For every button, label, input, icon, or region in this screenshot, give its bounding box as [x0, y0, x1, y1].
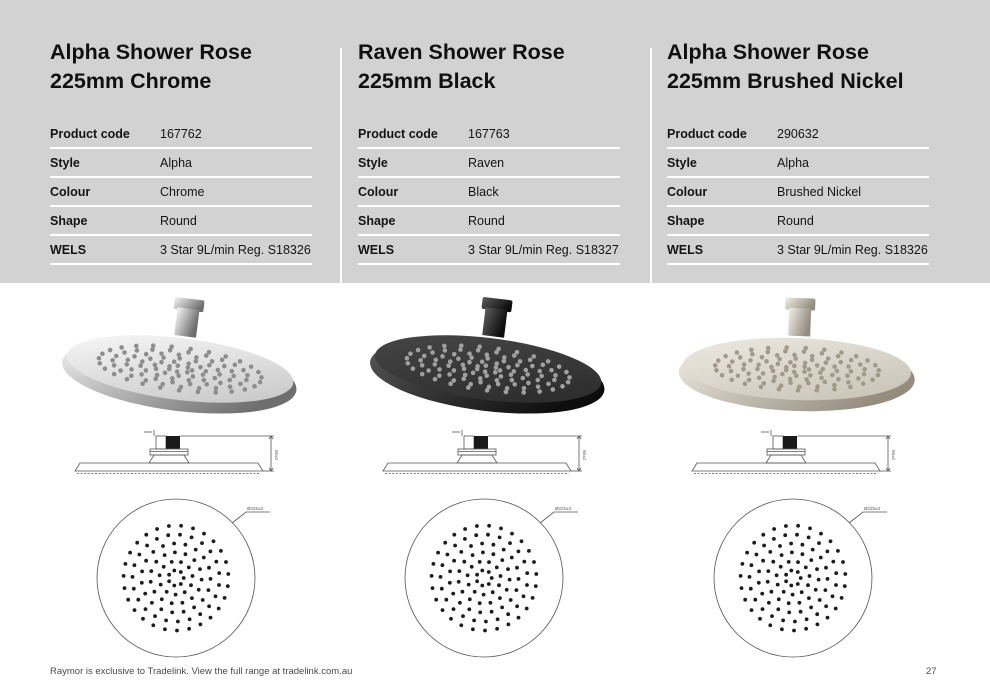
column-divider — [650, 48, 652, 283]
nozzle-dots — [739, 524, 848, 633]
spec-value: Chrome — [160, 184, 205, 199]
spec-value: 3 Star 9L/min Reg. S18326 — [160, 242, 311, 257]
product-title — [50, 0, 312, 95]
product-title — [358, 0, 620, 95]
spec-label: Product code — [50, 126, 130, 141]
spec-row — [50, 178, 312, 207]
spec-value: Alpha — [160, 155, 192, 170]
spec-table — [358, 120, 620, 265]
side-view-drawing — [66, 428, 296, 490]
spec-row — [50, 149, 312, 178]
spec-value: 290632 — [777, 126, 819, 141]
spec-value: 3 Star 9L/min Reg. S18327 — [468, 242, 619, 257]
page-number: 27 — [926, 666, 937, 677]
spec-row — [50, 236, 312, 265]
spec-label: Product code — [667, 126, 747, 141]
spec-value: 167762 — [160, 126, 202, 141]
spec-label: Style — [50, 155, 80, 170]
spec-label: Colour — [358, 184, 399, 199]
side-view-drawing — [374, 428, 604, 490]
spec-row — [667, 236, 929, 265]
shower-head-graphic — [366, 286, 614, 425]
spec-value: Alpha — [777, 155, 809, 170]
column-divider — [340, 48, 342, 283]
spec-value: Brushed Nickel — [777, 184, 862, 199]
product-title — [667, 0, 929, 95]
spec-label: WELS — [358, 242, 395, 257]
spec-label: WELS — [50, 242, 87, 257]
spec-row — [358, 120, 620, 149]
bottom-view-drawing — [394, 492, 584, 662]
spec-table — [667, 120, 929, 265]
bottom-view-drawing — [703, 492, 893, 662]
product-photo — [657, 286, 937, 428]
spec-row — [358, 149, 620, 178]
product-title-line2: 225mm Brushed Nickel — [667, 68, 904, 93]
height-dimension-label: 65±2 — [891, 450, 896, 460]
spec-row — [667, 149, 929, 178]
spec-row — [667, 178, 929, 207]
spec-table — [50, 120, 312, 265]
product-title-line2: 225mm Chrome — [50, 68, 212, 93]
footer-text: Raymor is exclusive to Tradelink. View the full range at tradelink.com.au — [50, 666, 353, 677]
spec-row — [50, 120, 312, 149]
product-title-line1: Alpha Shower Rose — [50, 40, 252, 64]
diameter-dimension-label: Ø225±3 — [555, 506, 571, 511]
spec-label: Shape — [50, 213, 88, 228]
spec-row — [667, 207, 929, 236]
product-title-line1: Alpha Shower Rose — [667, 40, 869, 64]
product-column-chrome — [50, 0, 312, 662]
spec-label: Style — [358, 155, 388, 170]
spec-value: Round — [777, 213, 814, 228]
product-photo — [40, 286, 320, 428]
diameter-dimension-label: Ø225±3 — [864, 506, 880, 511]
bottom-view-drawing — [86, 492, 276, 662]
spec-label: WELS — [667, 242, 704, 257]
spec-label: Product code — [358, 126, 438, 141]
shower-head-graphic — [58, 286, 306, 425]
spec-label: Colour — [667, 184, 708, 199]
spec-row — [358, 178, 620, 207]
spec-value: Raven — [468, 155, 505, 170]
height-dimension-label: 65±2 — [274, 450, 279, 460]
product-column-black — [358, 0, 620, 662]
shower-head-graphic — [678, 294, 918, 415]
diameter-dimension-label: Ø225±3 — [247, 506, 263, 511]
product-title-line2: 225mm Black — [358, 68, 496, 93]
spec-row — [667, 120, 929, 149]
spec-value: Round — [468, 213, 505, 228]
spec-row — [358, 236, 620, 265]
height-dimension-label: 65±2 — [582, 450, 587, 460]
spec-label: Style — [667, 155, 697, 170]
spec-value: 167763 — [468, 126, 510, 141]
spec-value: 3 Star 9L/min Reg. S18326 — [777, 242, 928, 257]
product-column-brushed-nickel — [667, 0, 929, 662]
spec-value: Black — [468, 184, 499, 199]
spec-row — [50, 207, 312, 236]
side-view-drawing — [683, 428, 913, 490]
spec-row — [358, 207, 620, 236]
product-photo — [348, 286, 628, 428]
nozzle-dots — [122, 524, 231, 633]
spec-label: Colour — [50, 184, 91, 199]
spec-label: Shape — [358, 213, 396, 228]
nozzle-dots — [430, 524, 539, 633]
spec-label: Shape — [667, 213, 705, 228]
spec-value: Round — [160, 213, 197, 228]
product-title-line1: Raven Shower Rose — [358, 40, 565, 64]
